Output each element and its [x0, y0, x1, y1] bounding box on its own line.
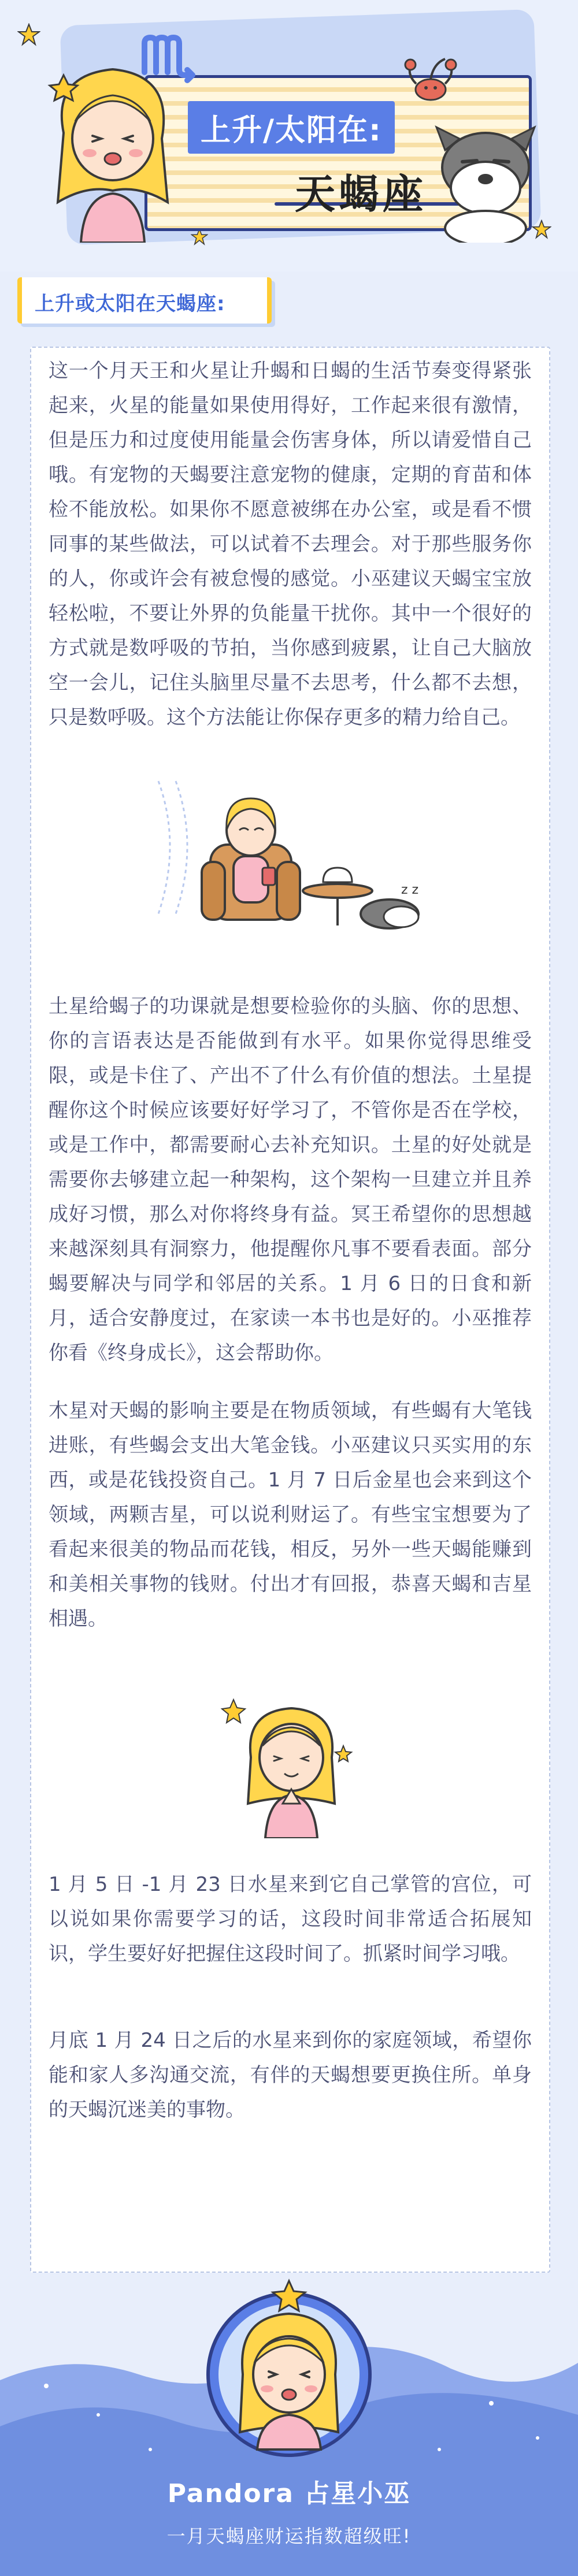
footer — [0, 2276, 578, 2576]
praying-girl-illustration — [216, 1688, 366, 1838]
paragraph-3: 木星对天蝎的影响主要是在物质领域，有些蝎有大笔钱进账，有些蝎会支出大笔金钱。小巫建议只买实用的东西，或是花钱投资自己。1 月 7 日后金星也会来到这个领域，两颗吉星，可以说利财运了。有些宝宝想要为了看起来很美的物品而花钱，相反，另外一些天蝎能赚到和美相关事物的钱财。付出才有回报，恭喜天蝎和吉星相遇。 — [49, 1399, 532, 1630]
dog-illustration — [428, 116, 543, 243]
section-label-text: 上升或太阳在天蝎座: — [35, 292, 225, 315]
star-icon — [17, 23, 40, 46]
header-banner — [0, 0, 578, 272]
scorpion-icon — [399, 52, 462, 116]
paragraph-2: 土星给蝎子的功课就是想要检验你的头脑、你的思想、你的言语表达是否能做到有水平。如果你觉得思维受限，或是卡住了、产出不了什么有价值的想法。土星提醒你这个时候应该要好好学习了，不管你是否在学校，或是工作中，都需要耐心去补充知识。土星的好处就是需要你去够建立起一种架构，这个架构一旦建立并且养成好习惯，那么对你将终身有益。冥王希望你的思想越来越深刻具有洞察力，他提醒你凡事不要看表面。部分蝎要解决与同学和邻居的关系。1 月 6 日的日食和新月，适合安静度过，在家读一本书也是好的。小巫推荐你看《终身成长》，这会帮助你。 — [49, 995, 532, 1365]
header-title-line1: 上升/太阳在: — [188, 101, 395, 154]
avatar — [197, 2276, 381, 2461]
section-label-accent — [17, 277, 22, 324]
girl-illustration — [40, 52, 185, 243]
paragraph-1: 这一个月天王和火星让升蝎和日蝎的生活节奏变得紧张起来，火星的能量如果使用得好，工作起来很有激情，但是压力和过度使用能量会伤害身体，所以请爱惜自己哦。有宠物的天蝎要注意宠物的健康，定期的育苗和体检不能放松。如果你不愿意被绑在办公室，或是看不惯同事的某些做法，可以试着不去理会。对于那些服务你的人，你或许会有被怠慢的感觉。小巫建议天蝎宝宝放轻松啦，不要让外界的负能量干扰你。其中一个很好的方式就是数呼吸的节拍，当你感到疲累，让自己大脑放空一会儿，记住头脑里尽量不去思考，什么都不去想，只是数呼吸。这个方法能让你保存更多的精力给自己。 — [49, 359, 532, 729]
reading-girl-illustration — [147, 775, 436, 937]
paragraph-5: 月底 1 月 24 日之后的水星来到你的家庭领域，希望你能和家人多沟通交流，有伴的天蝎想要更换住所。单身的天蝎沉迷美的事物。 — [49, 2029, 532, 2121]
content-card — [30, 347, 550, 2273]
header-title-line2: 天蝎座 — [295, 170, 427, 218]
footer-tagline: 一月天蝎座财运指数超级旺! — [166, 2525, 412, 2547]
footer-author-name: Pandora 占星小巫 — [167, 2479, 411, 2508]
paragraph-4: 1 月 5 日 -1 月 23 日水星来到它自己掌管的宫位，可以说如果你需要学习的话，这段时间非常适合拓展知识，学生要好好把握住这段时间了。抓紧时间学习哦。 — [49, 1873, 532, 1965]
section-label-accent — [267, 277, 272, 324]
svg-text:z z: z z — [401, 883, 419, 897]
section-label — [17, 277, 272, 324]
